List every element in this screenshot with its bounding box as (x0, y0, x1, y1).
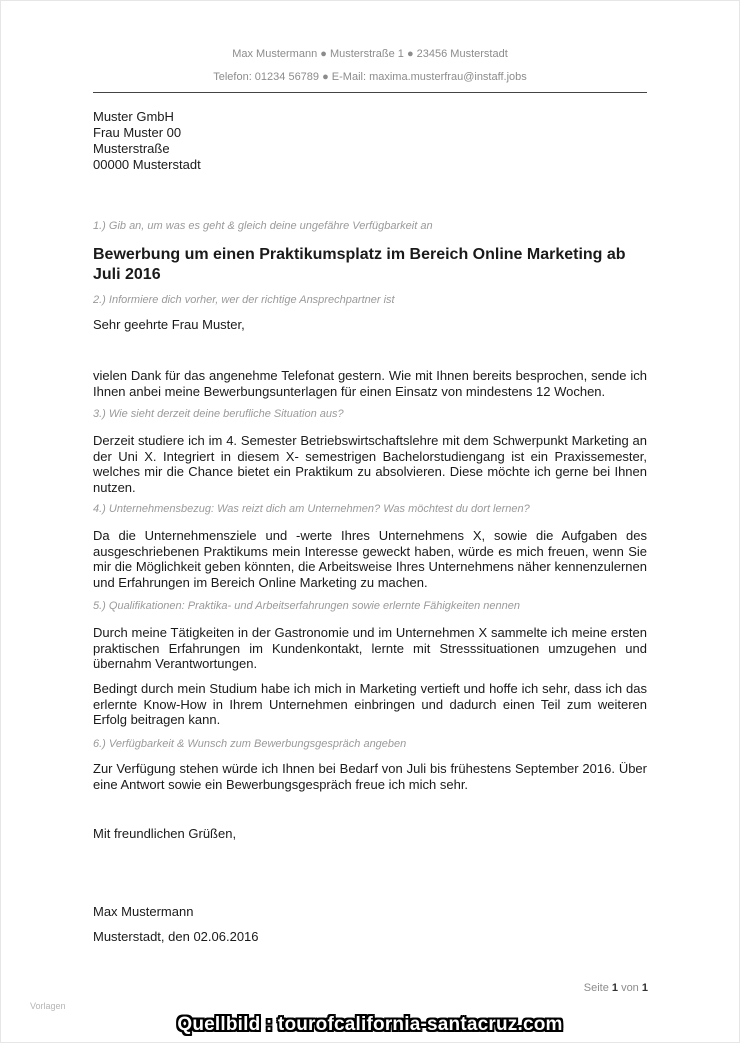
paragraph-2: Derzeit studiere ich im 4. Semester Betriebswirtschaftslehre mit dem Schwerpunkt Marketing an der Uni X. Integriert in diesem X- semestrigen Bachelorstudiengang ist ein Praxissemester, welches mir die Chance bietet ein Praktikum zu absolvieren. Diese möchte ich gerne bei Ihnen nutzen. (93, 433, 647, 495)
sender-contact-line: Telefon: 01234 56789 ● E-Mail: maxima.musterfrau@instaff.jobs (213, 71, 527, 83)
recipient-person: Frau Muster 00 (93, 125, 182, 140)
page-number-middle: von (621, 982, 639, 994)
paragraph-3: Da die Unternehmensziele und -werte Ihres Unternehmens X, sowie die Aufgaben des ausgeschriebenen Praktikums mein Interesse geweckt haben, würde es mich freuen, wenn Sie mir die Möglichkeit geben könnten, die Arbeitsweise Ihres Unternehmens näher kennenzulernen und Erfahrungen im Bereich Online Marketing zu machen. (93, 528, 647, 590)
hint-2: 2.) Informiere dich vorher, wer der richtige Ansprechpartner ist (93, 294, 395, 306)
recipient-company: Muster GmbH (93, 109, 174, 124)
recipient-street: Musterstraße (93, 141, 170, 156)
page-number-prefix: Seite (583, 982, 609, 994)
paragraph-1: vielen Dank für das angenehme Telefonat gestern. Wie mit Ihnen bereits besprochen, sende ich Ihnen anbei meine Bewerbungsunterlagen für einen Einsatz von mindestens 12 Wochen. (93, 368, 647, 399)
hint-3: 3.) Wie sieht derzeit deine berufliche Situation aus? (93, 408, 344, 420)
page-number-total: 1 (641, 982, 648, 994)
hint-4: 4.) Unternehmensbezug: Was reizt dich am Unternehmen? Was möchtest du dort lernen? (93, 503, 530, 515)
recipient-city: 00000 Musterstadt (93, 157, 201, 172)
page-number-current: 1 (611, 982, 618, 994)
hint-1: 1.) Gib an, um was es geht & gleich deine ungefähre Verfügbarkeit an (93, 220, 433, 232)
hint-6: 6.) Verfügbarkeit & Wunsch zum Bewerbungsgespräch angeben (93, 738, 407, 750)
letter-subject: Bewerbung um einen Praktikumsplatz im Bereich Online Marketing ab Juli 2016 (93, 246, 626, 283)
hint-5: 5.) Qualifikationen: Praktika- und Arbeitserfahrungen sowie erlernte Fähigkeiten nennen (93, 600, 521, 612)
place-date: Musterstadt, den 02.06.2016 (93, 929, 259, 944)
closing: Mit freundlichen Grüßen, (93, 826, 237, 841)
source-watermark: Quellbild : tourofcalifornia-santacruz.com (177, 1014, 563, 1035)
paragraph-5: Bedingt durch mein Studium habe ich mich in Marketing vertieft und hoffe ich sehr, dass ich das erlernte Know-How in Ihrem Unternehmen einbringen und dadurch einen Teil zum weiteren Erfolg beitragen kann. (93, 681, 647, 727)
sender-address-line: Max Mustermann ● Musterstraße 1 ● 23456 Musterstadt (232, 48, 508, 60)
signature-name: Max Mustermann (93, 904, 194, 919)
salutation: Sehr geehrte Frau Muster, (93, 317, 245, 332)
header-divider (93, 92, 647, 93)
page-number (584, 982, 648, 994)
template-mark: Vorlagen (30, 1001, 66, 1011)
paragraph-6: Zur Verfügung stehen würde ich Ihnen bei Bedarf von Juli bis frühestens September 2016. Über eine Antwort sowie ein Bewerbungsgespräch freue ich mich sehr. (93, 761, 647, 792)
paragraph-4: Durch meine Tätigkeiten in der Gastronomie und im Unternehmen X sammelte ich meine ersten praktischen Erfahrungen im Kundenkontakt, lernte mit Stresssituationen umzugehen und übernahm Verantwortungen. (93, 625, 647, 671)
